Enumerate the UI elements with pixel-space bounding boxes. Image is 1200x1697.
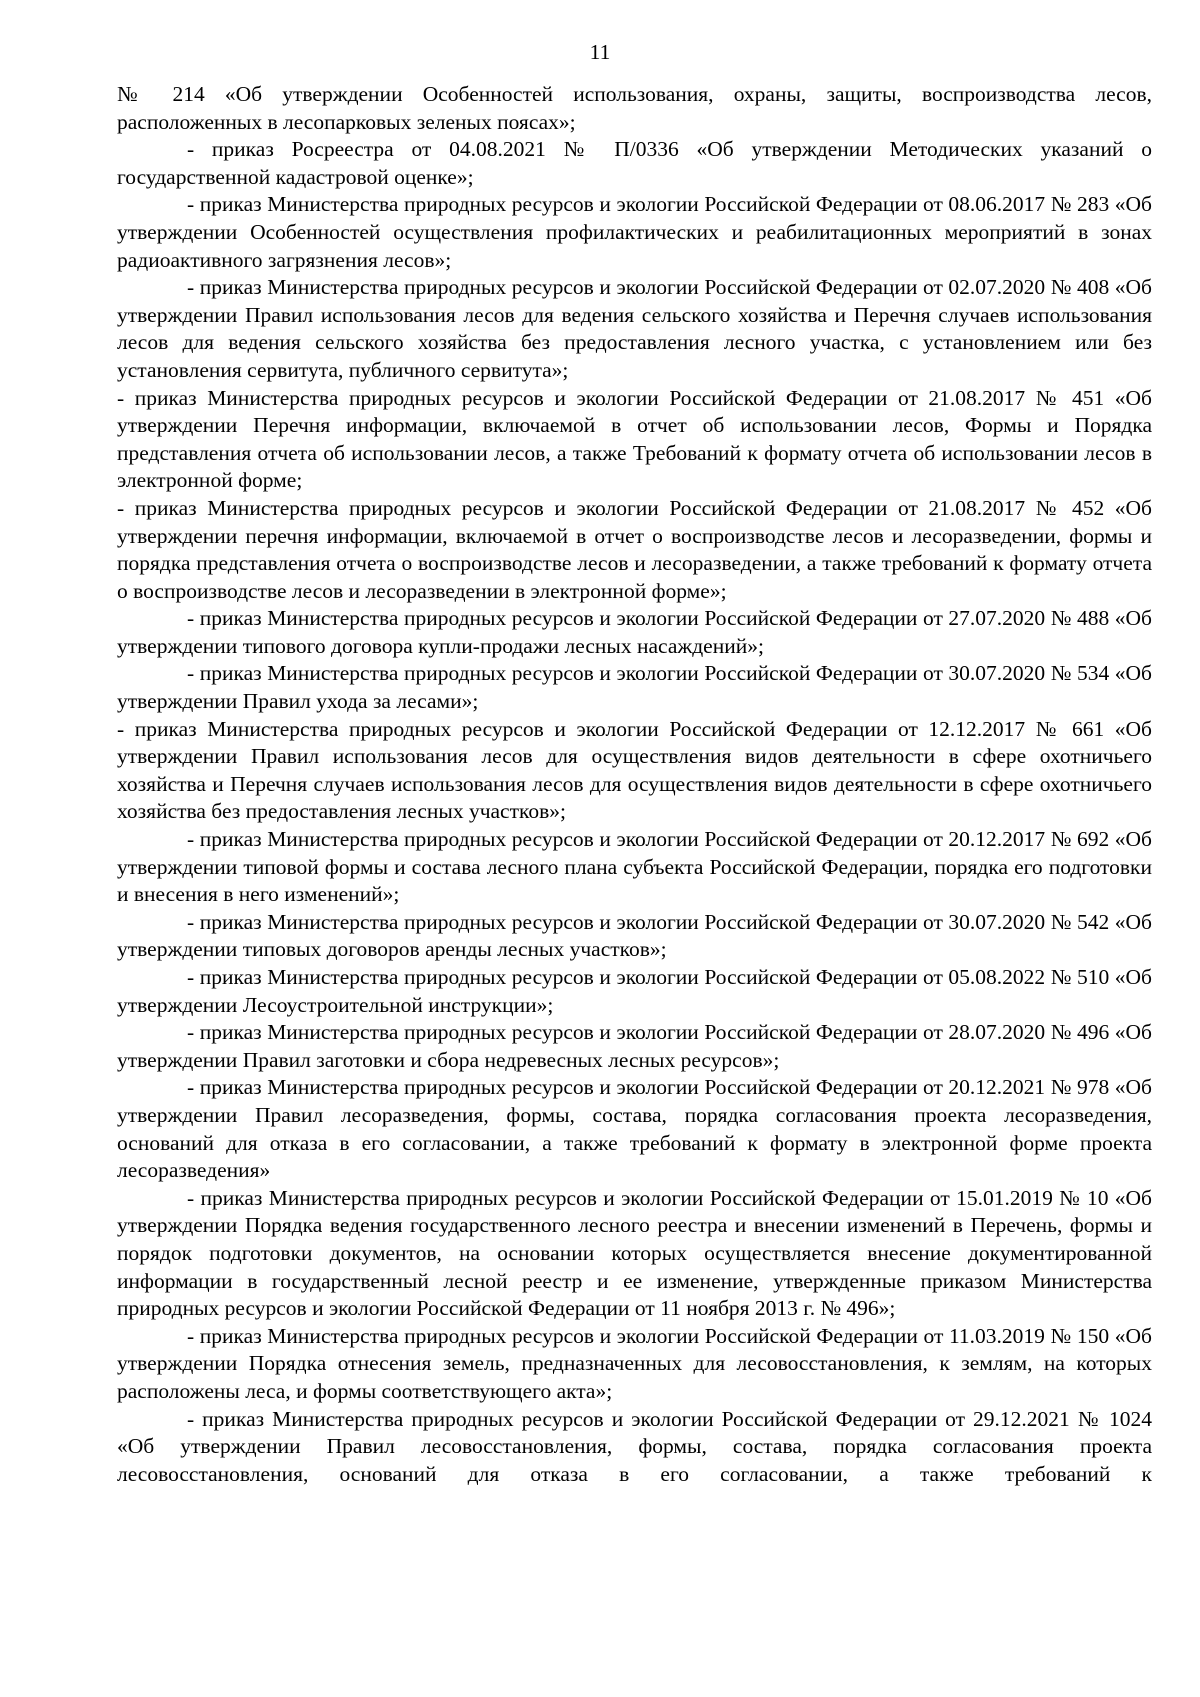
paragraph: - приказ Росреестра от 04.08.2021 № П/0336 «Об утверждении Методических указаний о государственной кадастровой оценке»;	[117, 137, 1152, 189]
document-body	[117, 81, 1152, 1488]
paragraph: - приказ Министерства природных ресурсов и экологии Российской Федерации от 05.08.2022 № 510 «Об утверждении Лесоустроительной инструкции»;	[117, 965, 1152, 1017]
paragraph: - приказ Министерства природных ресурсов и экологии Российской Федерации от 02.07.2020 № 408 «Об утверждении Правил использования лесов для ведения сельского хозяйства и Перечня случаев использования лесов для ведения сельского хозяйства без предоставления лесного участка, с установлением или без установления сервитута, публичного сервитута»;	[117, 275, 1152, 382]
paragraph: - приказ Министерства природных ресурсов и экологии Российской Федерации от 30.07.2020 № 534 «Об утверждении Правил ухода за лесами»;	[117, 661, 1152, 714]
paragraph: - приказ Министерства природных ресурсов и экологии Российской Федерации от 15.01.2019 № 10 «Об утверждении Порядка ведения государственного лесного реестра и внесении изменений в Перечень, формы и порядок подготовки документов, на основании которых осуществляется внесение документированной информации в государственный лесной реестр и ее изменение, утвержденные приказом Министерства природных ресурсов и экологии Российской Федерации от 11 ноября 2013 г. № 496»;	[117, 1185, 1152, 1321]
paragraph: - приказ Министерства природных ресурсов и экологии Российской Федерации от 20.12.2017 № 692 «Об утверждении типовой формы и состава лесного плана субъекта Российской Федерации, порядка его подготовки и внесения в него изменений»;	[117, 827, 1152, 907]
paragraph: - приказ Министерства природных ресурсов и экологии Российской Федерации от 29.12.2021 № 1024 «Об утверждении Правил лесовосстановления, формы, состава, порядка согласования проекта лесовосстановления, оснований для отказа в его согласовании, а также требований к	[117, 1406, 1152, 1486]
paragraph: - приказ Министерства природных ресурсов и экологии Российской Федерации от 27.07.2020 № 488 «Об утверждении типового договора купли-продажи лесных насаждений»;	[117, 606, 1152, 658]
paragraph: - приказ Министерства природных ресурсов и экологии Российской Федерации от 30.07.2020 № 542 «Об утверждении типовых договоров аренды лесных участков»;	[117, 909, 1152, 962]
paragraph: - приказ Министерства природных ресурсов и экологии Российской Федерации от 08.06.2017 № 283 «Об утверждении Особенностей осуществления профилактических и реабилитационных мероприятий в зонах радиоактивного загрязнения лесов»;	[117, 192, 1152, 272]
paragraph: - приказ Министерства природных ресурсов и экологии Российской Федерации от 28.07.2020 № 496 «Об утверждении Правил заготовки и сбора недревесных лесных ресурсов»;	[117, 1020, 1152, 1072]
paragraph: № 214 «Об утверждении Особенностей использования, охраны, защиты, воспроизводства лесов, расположенных в лесопарковых зеленых поясах»;	[117, 82, 1152, 134]
paragraph: - приказ Министерства природных ресурсов и экологии Российской Федерации от 20.12.2021 № 978 «Об утверждении Правил лесоразведения, формы, состава, порядка согласования проекта лесоразведения, оснований для отказа в его согласовании, а также требований к формату в электронной форме проекта лесоразведения»	[117, 1075, 1152, 1183]
paragraph: - приказ Министерства природных ресурсов и экологии Российской Федерации от 12.12.2017 № 661 «Об утверждении Правил использования лесов для осуществления видов деятельности в сфере охотничьего хозяйства и Перечня случаев использования лесов для осуществления видов деятельности в сфере охотничьего хозяйства без предоставления лесных участков»;	[117, 716, 1152, 824]
page-number: 11	[589, 40, 611, 64]
paragraph: - приказ Министерства природных ресурсов и экологии Российской Федерации от 21.08.2017 № 452 «Об утверждении перечня информации, включаемой в отчет о воспроизводстве лесов и лесоразведении, формы и порядка представления отчета о воспроизводстве лесов и лесоразведении, а также требований к формату отчета о воспроизводстве лесов и лесоразведении в электронной форме»;	[117, 495, 1152, 603]
paragraph: - приказ Министерства природных ресурсов и экологии Российской Федерации от 21.08.2017 № 451 «Об утверждении Перечня информации, включаемой в отчет об использовании лесов, Формы и Порядка представления отчета об использовании лесов, а также Требований к формату отчета об использовании лесов в электронной форме;	[117, 385, 1152, 493]
paragraph: - приказ Министерства природных ресурсов и экологии Российской Федерации от 11.03.2019 № 150 «Об утверждении Порядка отнесения земель, предназначенных для лесовосстановления, к землям, на которых расположены леса, и формы соответствующего акта»;	[117, 1323, 1152, 1403]
